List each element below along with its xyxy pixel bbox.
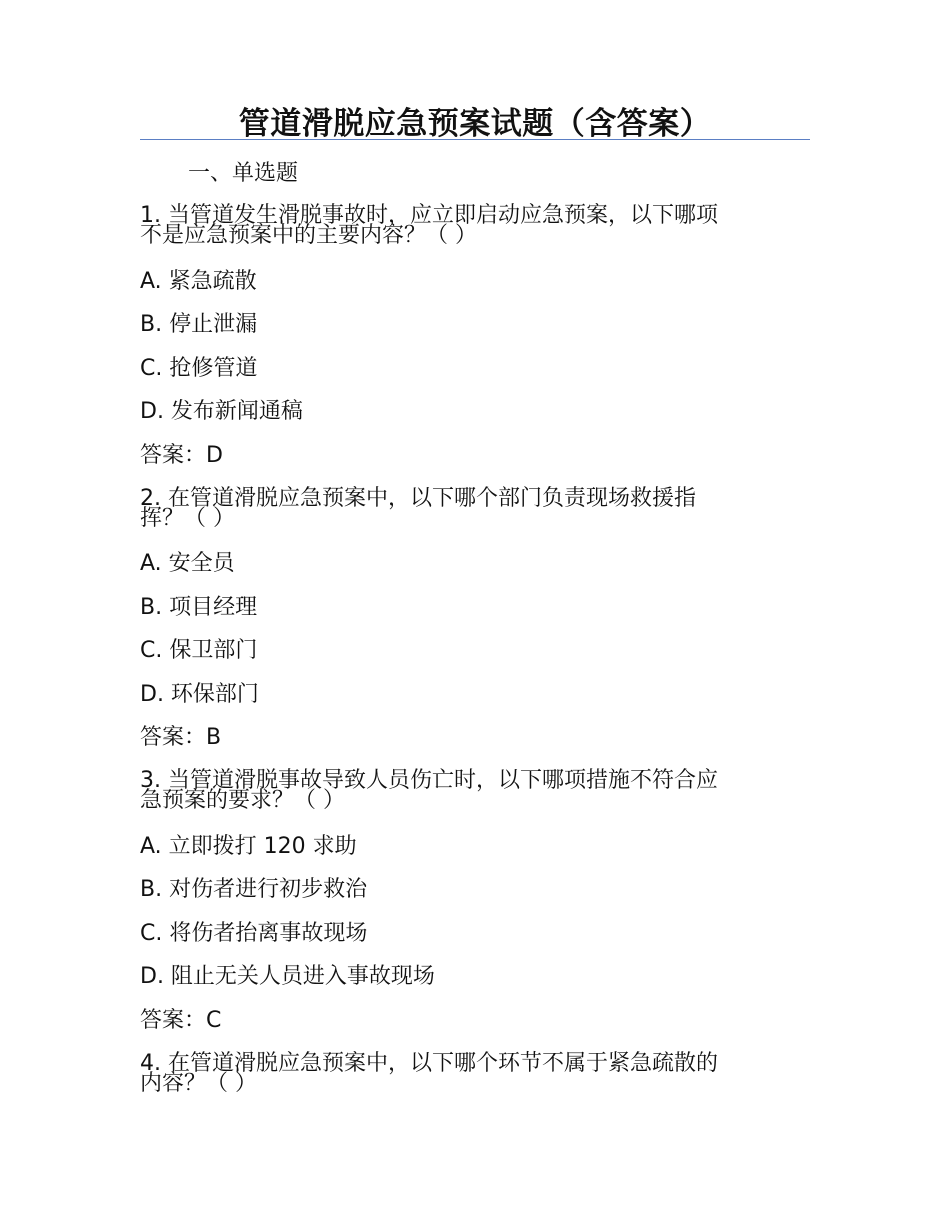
question-1-option-a: A. 紧急疏散 [140,269,257,294]
question-2-line-2: 挥？（ ） [140,506,235,531]
question-1-answer: 答案：D [140,443,223,468]
question-4-line-1: 4. 在管道滑脱应急预案中，以下哪个环节不属于紧急疏散的 [140,1051,718,1076]
question-2-option-a: A. 安全员 [140,551,235,576]
question-2-option-b: B. 项目经理 [140,595,258,620]
question-2-option-d: D. 环保部门 [140,682,259,707]
question-3-option-a: A. 立即拨打 120 求助 [140,834,357,859]
question-3-line-2: 急预案的要求？（ ） [140,788,345,813]
question-2-line-1: 2. 在管道滑脱应急预案中，以下哪个部门负责现场救援指 [140,486,696,511]
question-3 [140,768,800,813]
question-1-option-c: C. 抢修管道 [140,356,258,381]
question-4 [140,1051,800,1096]
question-3-option-d: D. 阻止无关人员进入事故现场 [140,964,435,989]
question-4-line-2: 内容？（ ） [140,1071,257,1096]
question-1-option-d: D. 发布新闻通稿 [140,399,303,424]
document-title: 管道滑脱应急预案试题（含答案） [238,106,712,142]
question-3-line-1: 3. 当管道滑脱事故导致人员伤亡时，以下哪项措施不符合应 [140,768,718,793]
question-2-answer: 答案：B [140,725,222,750]
question-3-answer: 答案：C [140,1008,222,1033]
question-1-line-1: 1. 当管道发生滑脱事故时，应立即启动应急预案，以下哪项 [140,203,718,228]
question-1-option-b: B. 停止泄漏 [140,312,258,337]
question-3-option-c: C. 将伤者抬离事故现场 [140,921,368,946]
title-underline [140,139,810,140]
question-2 [140,486,800,531]
question-3-option-b: B. 对伤者进行初步救治 [140,877,368,902]
question-1 [140,203,800,248]
section-heading: 一、单选题 [188,161,299,186]
question-2-option-c: C. 保卫部门 [140,638,258,663]
question-1-line-2: 不是应急预案中的主要内容？（ ） [140,223,477,248]
